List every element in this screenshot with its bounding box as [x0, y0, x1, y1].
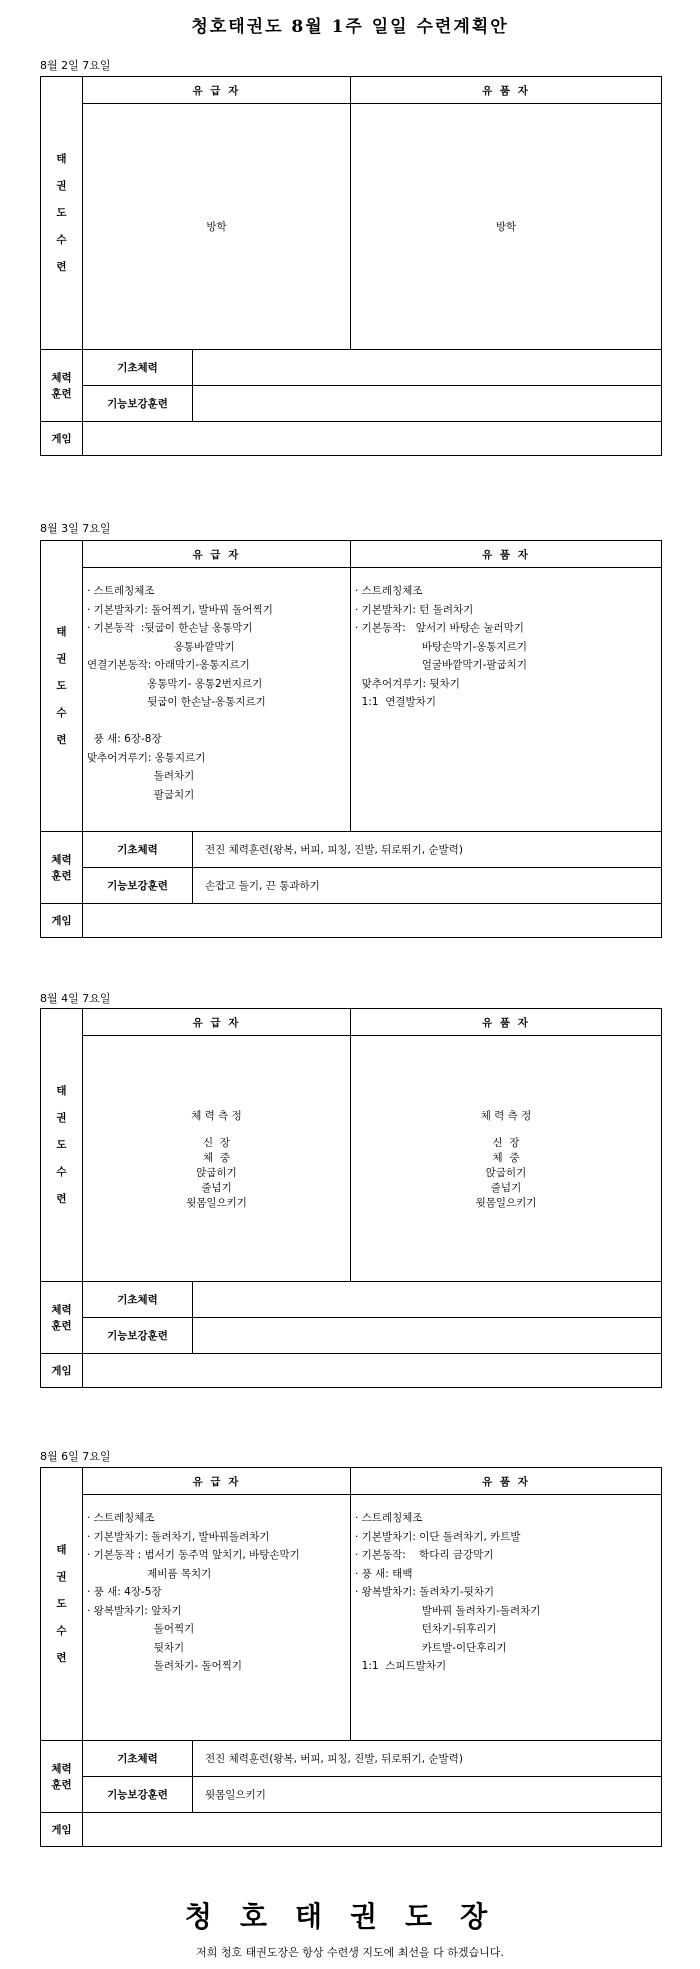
plan-table-day-4 — [40, 1467, 662, 1847]
basic-fitness-value: 전진 체력훈련(왕복, 버피, 피칭, 진발, 뒤로뛰기, 순발력) — [193, 832, 662, 868]
plan-line: 방학 — [495, 221, 517, 233]
functional-training-label: 기능보강훈련 — [83, 868, 193, 904]
game-value — [83, 904, 662, 938]
plan-line: 뒷굽이 한손날-옹통지르기 — [87, 696, 266, 708]
plan-line: 앉굽히기 — [196, 1166, 237, 1179]
day-label: 8월 3일 7요일 — [40, 522, 111, 535]
plan-line: 체 중 — [203, 1151, 230, 1164]
plan-line: · 풍 새: 태백 — [355, 1567, 413, 1580]
functional-training-label: 기능보강훈련 — [83, 1777, 193, 1813]
plan-line: 신 장 — [492, 1136, 520, 1149]
game-value — [83, 422, 662, 456]
plan-line: · 스트레칭체조 — [87, 585, 155, 597]
plan-line: 얼굴바깥막기-팔굽치기 — [355, 659, 527, 671]
plan-line: 신 장 — [203, 1136, 230, 1149]
taekwondo-label: 태 권 도 수 련 — [41, 1468, 83, 1741]
taekwondo-label: 태 권 도 수 련 — [41, 77, 83, 350]
plan-line: 돌려차기- 돌어찍기 — [87, 1660, 243, 1672]
taekwondo-label: 태 권 도 수 련 — [41, 541, 83, 832]
plan-line: 체 력 측 정 — [191, 1109, 242, 1122]
header-black-belt: 유 품 자 — [351, 541, 662, 568]
day-label: 8월 4일 7요일 — [40, 992, 111, 1005]
plan-line: 1:1 스피드발차기 — [355, 1660, 447, 1672]
plan-line: 맞추어겨루기: 뒷차기 — [355, 677, 460, 690]
plan-line: 연결기본동작: 아래막기-옹통지르기 — [87, 659, 250, 671]
plan-line — [83, 1123, 350, 1135]
basic-fitness-label: 기초체력 — [83, 350, 193, 386]
plan-line: 줄넘기 — [490, 1181, 522, 1194]
black-belt-content — [351, 104, 662, 350]
plan-line: · 기본동작 : 범서기 동주먹 앞치기, 바탕손막기 — [87, 1549, 300, 1561]
basic-fitness-value — [193, 1282, 662, 1318]
plan-line: 제비품 목치기 — [87, 1567, 212, 1580]
header-black-belt: 유 품 자 — [351, 1468, 662, 1495]
functional-training-value — [193, 386, 662, 422]
plan-line: · 왕복발차기: 앞차기 — [87, 1604, 182, 1617]
plan-line: · 기본동작: 앞서기 바탕손 눌러막기 — [355, 622, 524, 634]
plan-line: 체 중 — [492, 1151, 520, 1164]
fitness-label: 체력 훈련 — [41, 1282, 83, 1354]
plan-line: 풍 새: 6장-8장 — [87, 733, 162, 745]
plan-line: 옹통바깥막기 — [87, 640, 235, 653]
plan-line: 팔굽치기 — [87, 788, 195, 801]
plan-line: 턴차기-뒤후리기 — [355, 1623, 497, 1635]
plan-line: 맞추어겨루기: 옹통지르기 — [87, 751, 206, 764]
plan-line: 1:1 연결발차기 — [355, 696, 436, 708]
functional-training-value: 손잡고 돌기, 끈 통과하기 — [193, 868, 662, 904]
plan-line: 뒷차기 — [87, 1641, 185, 1654]
page-title: 청호태권도 8월 1주 일일 수련계획안 — [191, 17, 509, 37]
plan-line: 발바꿔 돌려차기-돌려차기 — [355, 1604, 541, 1617]
plan-table-day-3 — [40, 1008, 662, 1388]
day-label: 8월 6일 7요일 — [40, 1450, 111, 1463]
plan-line: 돌어찍기 — [87, 1623, 195, 1635]
functional-training-value — [193, 1318, 662, 1354]
footer-subtitle: 저희 청호 태권도장은 항상 수련생 지도에 최선을 다 하겠습니다. — [196, 1946, 504, 1959]
plan-line: · 스트레칭체조 — [87, 1512, 155, 1524]
basic-fitness-label: 기초체력 — [83, 1741, 193, 1777]
fitness-label: 체력 훈련 — [41, 832, 83, 904]
game-label: 게임 — [41, 422, 83, 456]
plan-line: 윗몸일으키기 — [475, 1196, 537, 1209]
plan-line: · 기본발차기: 돌어찍기, 발바꿔 돌어찍기 — [87, 603, 273, 616]
fitness-label: 체력 훈련 — [41, 350, 83, 422]
game-label: 게임 — [41, 1354, 83, 1388]
beginner-content — [83, 104, 351, 350]
plan-line — [87, 712, 346, 731]
plan-line: · 기본발차기: 이단 돌려차기, 카트발 — [355, 1530, 521, 1543]
game-label: 게임 — [41, 1813, 83, 1847]
game-value — [83, 1813, 662, 1847]
plan-line: · 기본발차기: 돌려차기, 발바꿔돌려차기 — [87, 1530, 270, 1543]
plan-line: 바탕손막기-옹통지르기 — [355, 640, 527, 653]
plan-line: 카트발-이단후리기 — [355, 1641, 507, 1654]
black-belt-content — [351, 1495, 662, 1741]
plan-table-day-1 — [40, 76, 662, 456]
black-belt-content — [351, 568, 662, 832]
plan-line: · 기본발차기: 턴 돌려차기 — [355, 603, 474, 616]
plan-line: 줄넘기 — [201, 1181, 232, 1194]
plan-line: · 스트레칭체조 — [355, 585, 423, 597]
day-label: 8월 2일 7요일 — [40, 59, 111, 72]
plan-line: 체 력 측 정 — [480, 1109, 532, 1122]
plan-line: · 기본동작: 학다리 금강막기 — [355, 1549, 494, 1561]
basic-fitness-label: 기초체력 — [83, 832, 193, 868]
basic-fitness-value — [193, 350, 662, 386]
fitness-label: 체력 훈련 — [41, 1741, 83, 1813]
game-value — [83, 1354, 662, 1388]
header-beginner: 유 급 자 — [83, 541, 351, 568]
plan-line: · 스트레칭체조 — [355, 1512, 423, 1524]
plan-line: · 왕복발차기: 돌려차기-뒷차기 — [355, 1586, 495, 1598]
plan-line: 윗몸일으키기 — [186, 1196, 247, 1209]
plan-line: 돌려차기 — [87, 770, 195, 782]
plan-table-day-2 — [40, 540, 662, 938]
plan-line: 옹통막기- 옹통2번지르기 — [87, 677, 263, 690]
header-beginner: 유 급 자 — [83, 1468, 351, 1495]
beginner-content — [83, 1495, 351, 1741]
header-beginner: 유 급 자 — [83, 77, 351, 104]
functional-training-label: 기능보강훈련 — [83, 1318, 193, 1354]
taekwondo-label: 태 권 도 수 련 — [41, 1009, 83, 1282]
basic-fitness-value: 전진 체력훈련(왕복, 버피, 피칭, 진발, 뒤로뛰기, 순발력) — [193, 1741, 662, 1777]
game-label: 게임 — [41, 904, 83, 938]
plan-line: · 기본동작 :뒷굽이 한손날 옹통막기 — [87, 622, 253, 634]
header-black-belt: 유 품 자 — [351, 1009, 662, 1036]
functional-training-value: 윗몸일으키기 — [193, 1777, 662, 1813]
plan-line — [351, 1123, 661, 1135]
beginner-content — [83, 1036, 351, 1282]
plan-line: 방학 — [206, 221, 227, 233]
footer-title: 청호태권도장 — [184, 1900, 516, 1933]
black-belt-content — [351, 1036, 662, 1282]
functional-training-label: 기능보강훈련 — [83, 386, 193, 422]
beginner-content — [83, 568, 351, 832]
header-black-belt: 유 품 자 — [351, 77, 662, 104]
basic-fitness-label: 기초체력 — [83, 1282, 193, 1318]
plan-line: · 풍 새: 4장-5장 — [87, 1586, 162, 1598]
plan-line: 앉굽히기 — [485, 1166, 527, 1179]
header-beginner: 유 급 자 — [83, 1009, 351, 1036]
